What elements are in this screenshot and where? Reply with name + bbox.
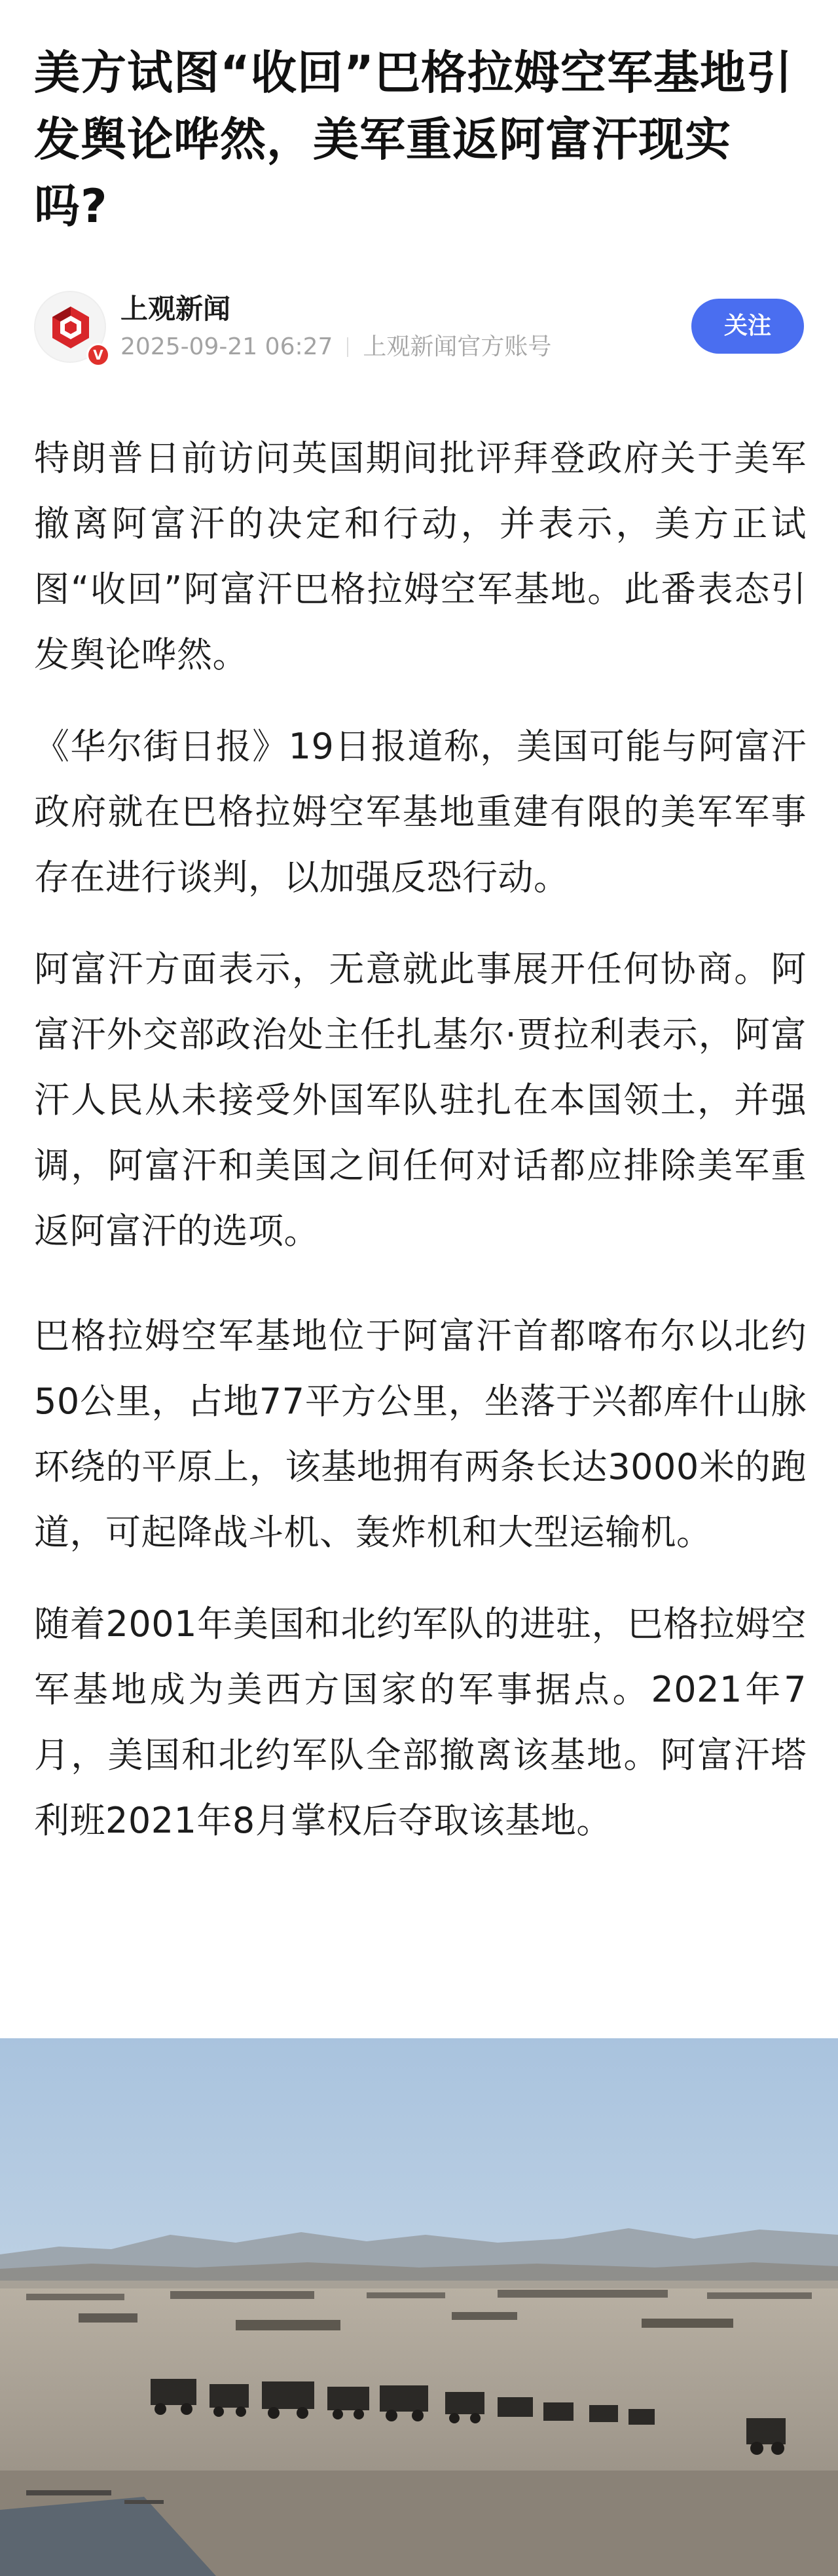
article-paragraph: 阿富汗方面表示，无意就此事展开任何协商。阿富汗外交部政治处主任扎基尔·贾拉利表示，阿富汗人民从未接受外国军队驻扎在本国领土，并强调，阿富汗和美国之间任何对话都应排除美军重返阿富汗的选项。: [34, 948, 807, 1252]
article-paragraph: 巴格拉姆空军基地位于阿富汗首都喀布尔以北约50公里，占地77平方公里，坐落于兴都库什山脉环绕的平原上，该基地拥有两条长达3000米的跑道，可起降战斗机、轰炸机和大型运输机。: [34, 1315, 807, 1553]
article-paragraph: 特朗普日前访问英国期间批评拜登政府关于美军撤离阿富汗的决定和行动，并表示，美方正试图“收回”阿富汗巴格拉姆空军基地。此番表态引发舆论哗然。: [34, 438, 807, 675]
follow-button[interactable]: 关注: [691, 299, 804, 354]
avatar[interactable]: [34, 291, 106, 363]
airbase-photo: [0, 2038, 838, 2576]
account-type: 上观新闻官方账号: [363, 333, 552, 360]
author-row: [34, 288, 804, 367]
article-paragraph: 《华尔街日报》19日报道称，美国可能与阿富汗政府就在巴格拉姆空军基地重建有限的美军军事存在进行谈判，以加强反恐行动。: [34, 726, 807, 898]
author-name[interactable]: 上观新闻: [120, 293, 231, 325]
meta-divider: [347, 337, 348, 357]
post-meta: [120, 331, 551, 363]
article-photo[interactable]: [0, 2038, 838, 2576]
article-paragraph: 随着2001年美国和北约军队的进驻，巴格拉姆空军基地成为美西方国家的军事据点。2021年7月，美国和北约军队全部撤离该基地。阿富汗塔利班2021年8月掌权后夺取该基地。: [34, 1603, 807, 1841]
verified-badge-icon: V: [86, 343, 110, 367]
shangguan-logo-icon: [45, 301, 97, 354]
article-title: 美方试图“收回”巴格拉姆空军基地引发舆论哗然，美军重返阿富汗现实吗?: [34, 46, 793, 233]
publish-datetime: 2025-09-21 06:27: [120, 333, 333, 360]
article-body: [34, 426, 807, 1880]
